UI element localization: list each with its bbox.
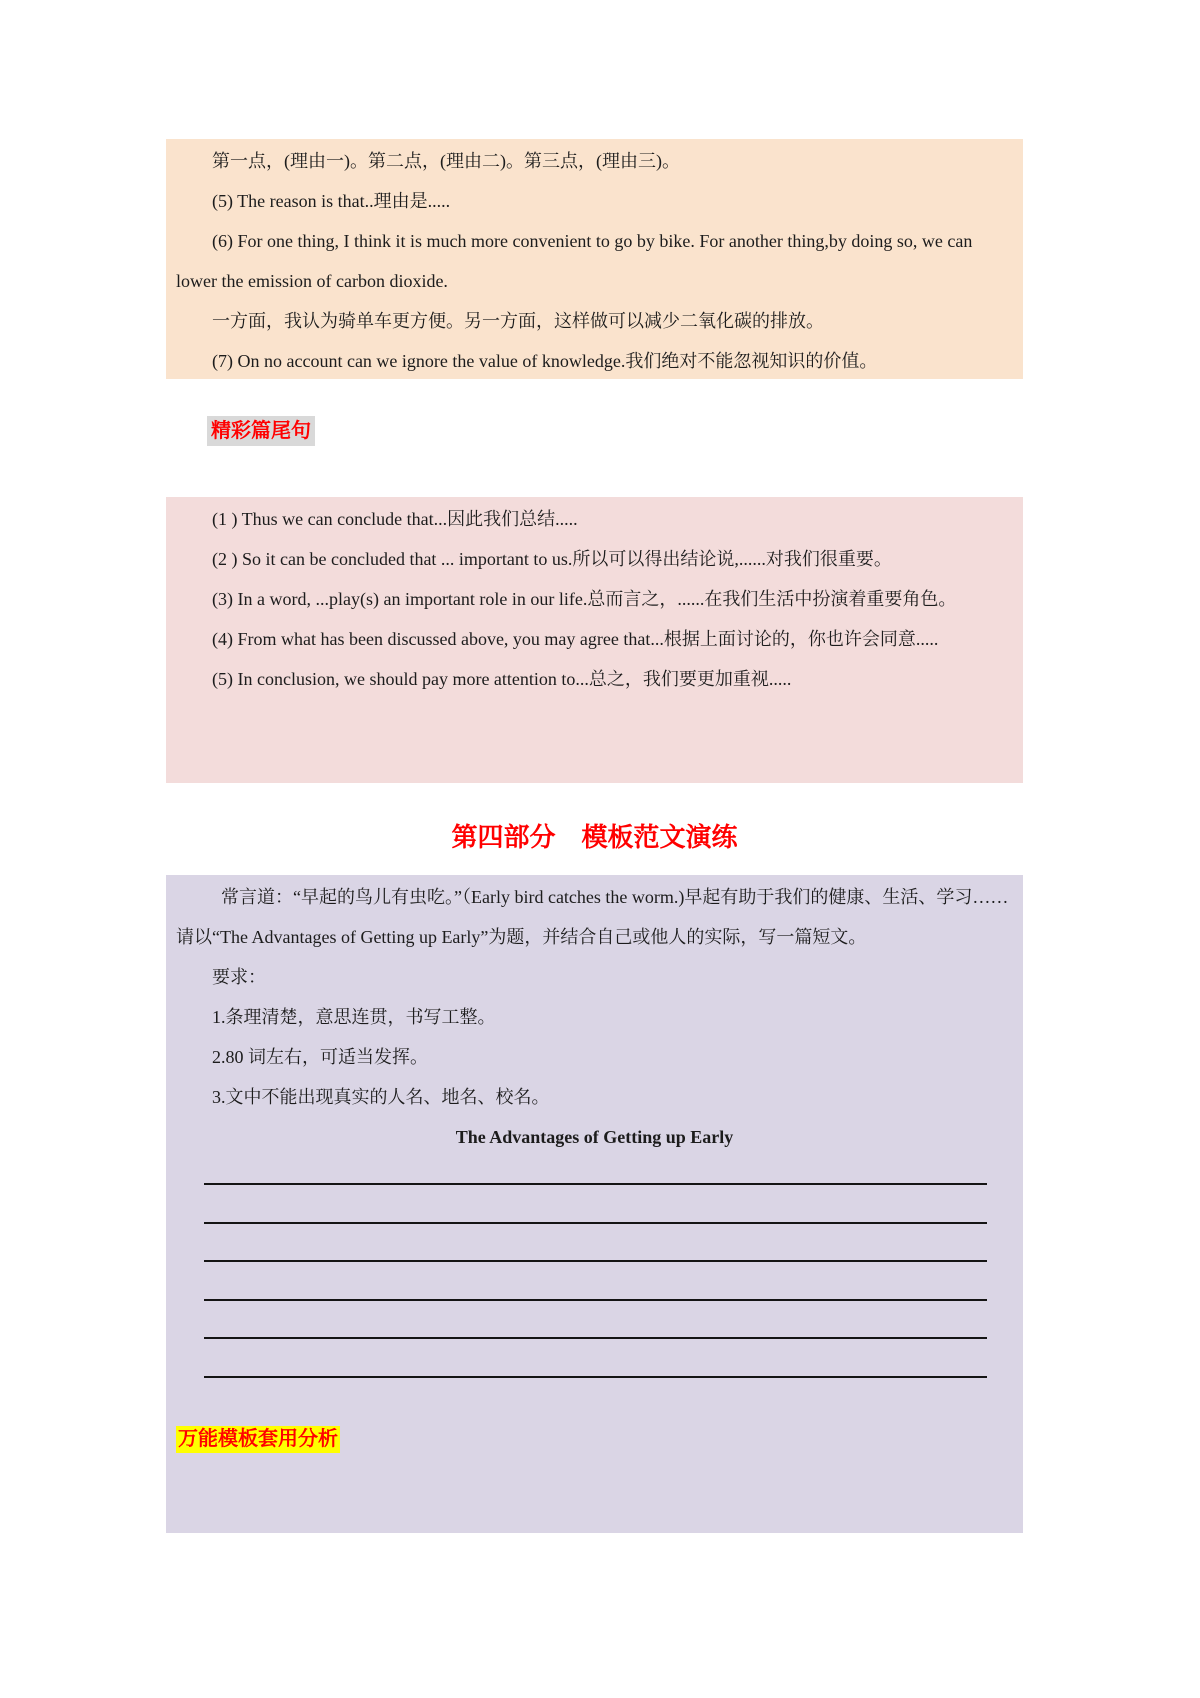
opening-sentences-block <box>166 139 1023 379</box>
ending-sentences-block <box>166 497 1023 783</box>
requirement-item: 2.80 词左右，可适当发挥。 <box>212 1047 428 1067</box>
writing-lines <box>204 1157 987 1378</box>
writing-line <box>204 1157 987 1185</box>
template-sentence: (2 ) So it can be concluded that ... important to us.所以可以得出结论说,......对我们很重要。 <box>212 549 892 569</box>
template-sentence: (5) In conclusion, we should pay more attention to...总之，我们要更加重视..... <box>212 669 792 689</box>
requirement-item: 1.条理清楚，意思连贯，书写工整。 <box>212 1007 496 1027</box>
ending-sentences-heading: 精彩篇尾句 <box>207 416 315 446</box>
writing-line <box>204 1339 987 1378</box>
essay-title: The Advantages of Getting up Early <box>455 1127 734 1147</box>
template-sentence: (1 ) Thus we can conclude that...因此我们总结..... <box>212 509 578 529</box>
analysis-heading: 万能模板套用分析 <box>176 1426 340 1453</box>
writing-line <box>204 1301 987 1340</box>
template-sentence: (7) On no account can we ignore the value of knowledge.我们绝对不能忽视知识的价值。 <box>212 351 878 371</box>
writing-line <box>204 1262 987 1301</box>
writing-line <box>204 1185 987 1224</box>
template-sentence: (6) For one thing, I think it is much more convenient to go by bike. For another thing,by doing so, we can lower the emission of carbon dioxide. <box>176 231 973 291</box>
model-essay-exercise-block <box>166 875 1023 1533</box>
requirement-item: 3.文中不能出现真实的人名、地名、校名。 <box>212 1087 550 1107</box>
template-sentence: (5) The reason is that..理由是..... <box>212 191 451 211</box>
part4-section-title: 第四部分 模板范文演练 <box>451 823 738 852</box>
template-sentence: (3) In a word, ...play(s) an important role in our life.总而言之，......在我们生活中扮演着重要角色。 <box>212 589 957 609</box>
template-sentence: 一方面，我认为骑单车更方便。另一方面，这样做可以减少二氧化碳的排放。 <box>212 311 824 331</box>
essay-prompt: 常言道：“早起的鸟儿有虫吃。”（Early bird catches the worm.)早起有助于我们的健康、生活、学习……请以“The Advantages of Getting up Early”为题，并结合自己或他人的实际，写一篇短文。 <box>176 887 1009 947</box>
requirements-label: 要求： <box>212 967 266 987</box>
template-sentence: (4) From what has been discussed above, you may agree that...根据上面讨论的，你也许会同意..... <box>212 629 939 649</box>
writing-line <box>204 1224 987 1263</box>
template-sentence: 第一点，(理由一)。第二点，(理由二)。第三点，(理由三)。 <box>212 151 680 171</box>
